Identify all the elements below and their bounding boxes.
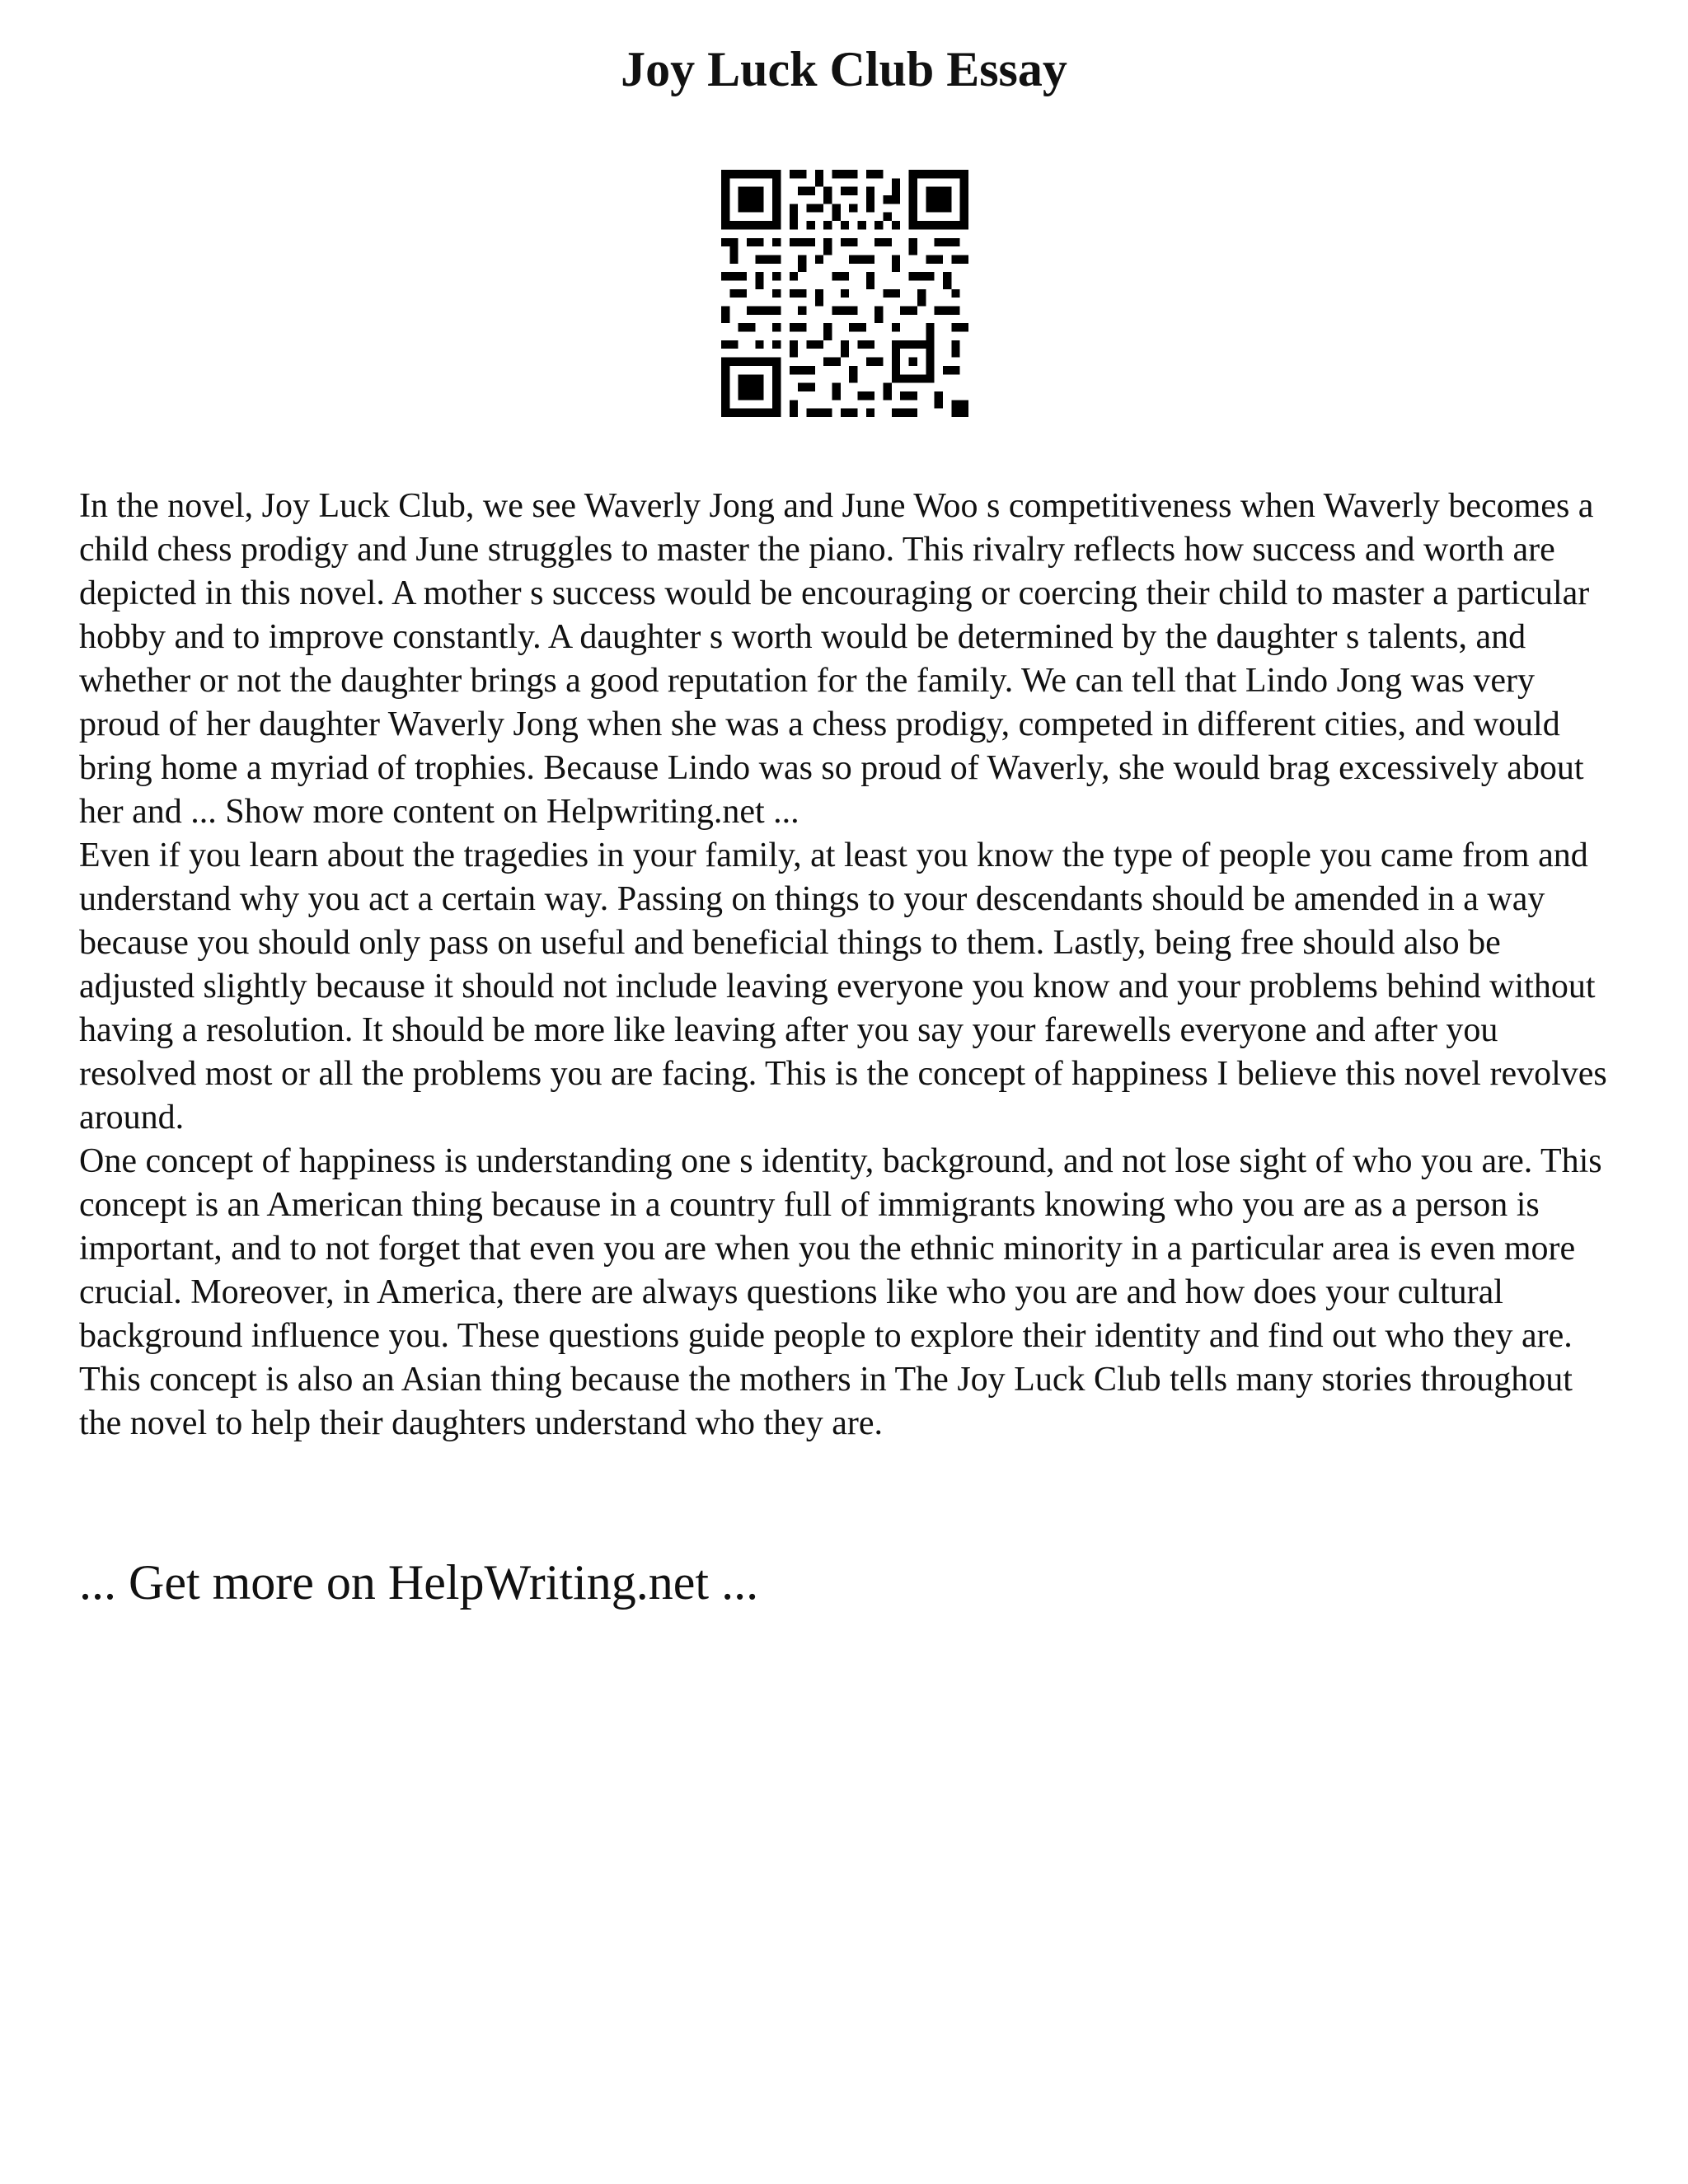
qr-code-icon bbox=[721, 170, 968, 417]
paragraph-1: In the novel, Joy Luck Club, we see Waverly Jong and June Woo s competitiveness when Waverly becomes a child chess prodigy and June struggles to master the piano. This rivalry reflects how success and worth are depicted in this novel. A mother s success would be encouraging or coercing their child to master a particular hobby and to improve constantly. A daughter s worth would be determined by the daughter s talents, and whether or not the daughter brings a good reputation for the family. We can tell that Lindo Jong was very proud of her daughter Waverly Jong when she was a chess prodigy, competed in different cities, and would bring home a myriad of trophies. Because Lindo was so proud of Waverly, she would brag excessively about her and ... Show more content on Helpwriting.net ... bbox=[79, 487, 1594, 831]
document-title: Joy Luck Club Essay bbox=[621, 42, 1067, 96]
paragraph-2: Even if you learn about the tragedies in your family, at least you know the type of people you came from and understand why you act a certain way. Passing on things to your descendants should be amended in a way because you should only pass on useful and beneficial things to them. Lastly, being free should also be adjusted slightly because it should not include leaving everyone you know and your problems behind without having a resolution. It should be more like leaving after you say your farewells everyone and after you resolved most or all the problems you are facing. This is the concept of happiness I believe this novel revolves around. bbox=[79, 837, 1607, 1137]
essay-body bbox=[79, 485, 1612, 1446]
paragraph-3: One concept of happiness is understanding one s identity, background, and not lose sight of who you are. This concept is an American thing because in a country full of immigrants knowing who you are as a person is important, and to not forget that even you are when you the ethnic minority in a particular area is even more crucial. Moreover, in America, there are always questions like who you are and how does your cultural background influence you. These questions guide people to explore their identity and find out who they are. This concept is also an Asian thing because the mothers in The Joy Luck Club tells many stories throughout the novel to help their daughters understand who they are. bbox=[79, 1142, 1602, 1442]
get-more-link[interactable]: ... Get more on HelpWriting.net ... bbox=[79, 1555, 759, 1610]
